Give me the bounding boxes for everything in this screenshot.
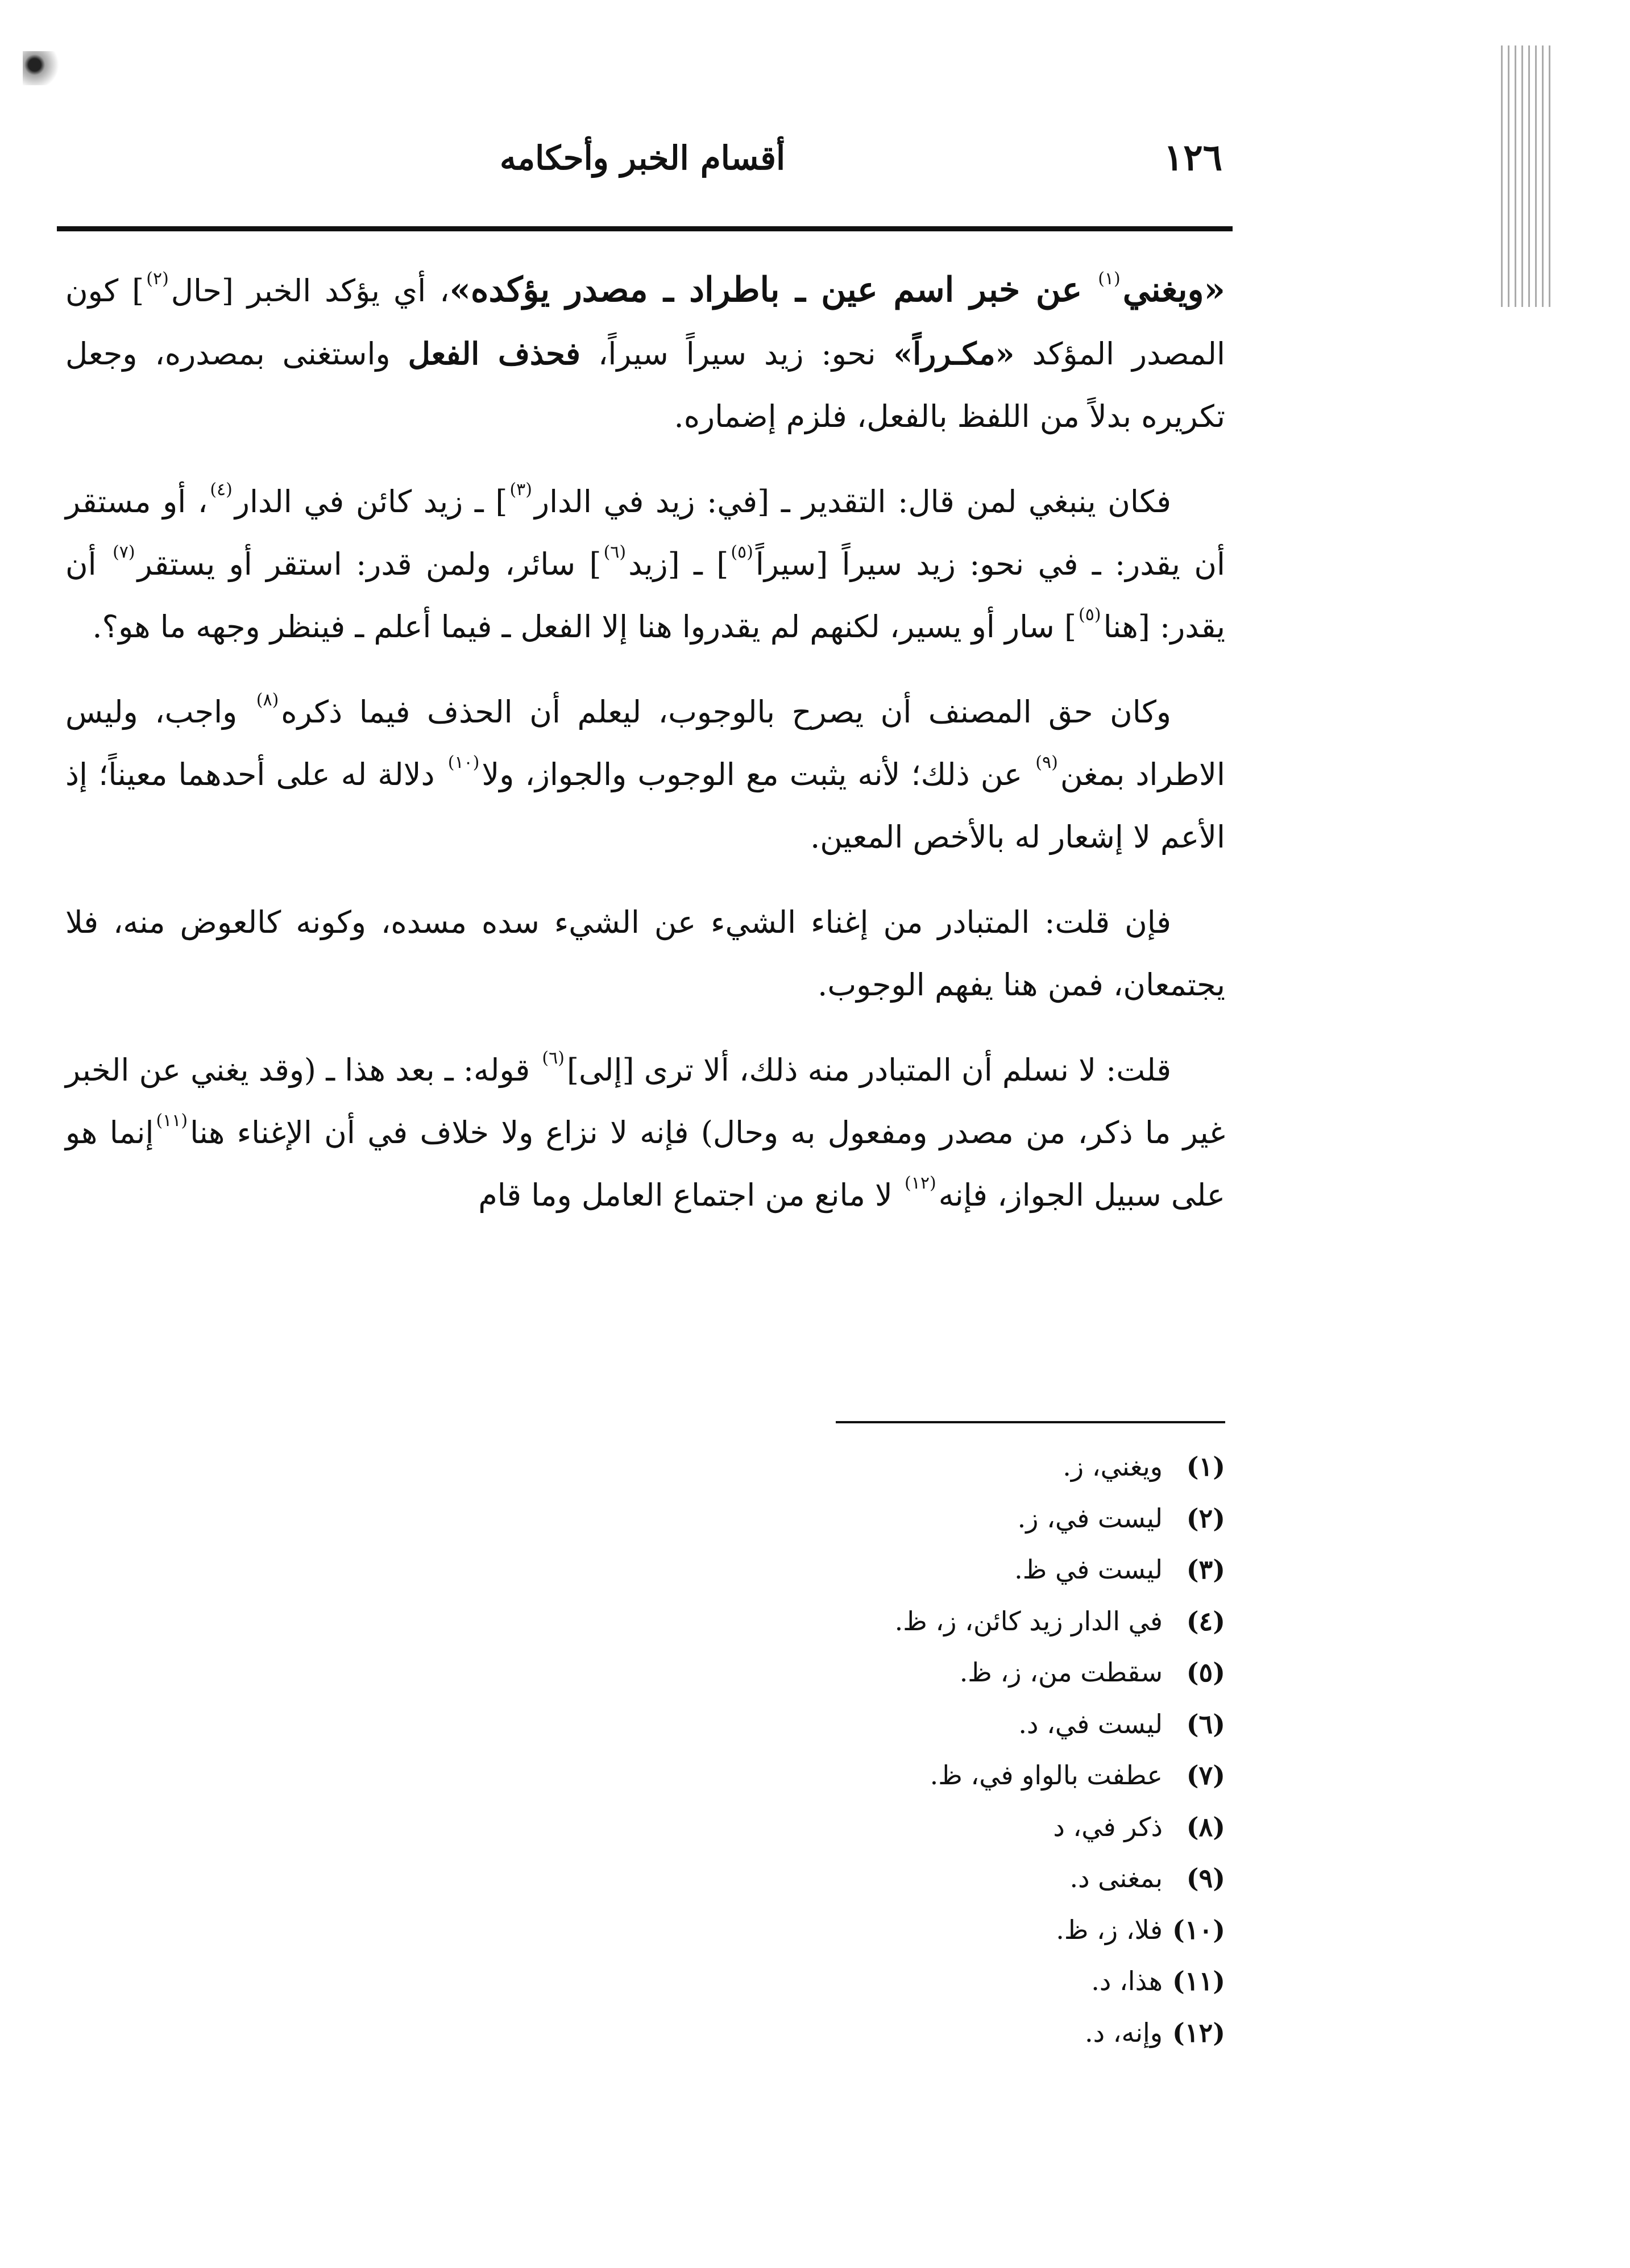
footnote-text: في الدار زيد كائن، ز، ظ. [894,1605,1163,1636]
footnote-text: ويغني، ز. [1063,1451,1163,1482]
paragraph-3 [65,681,1225,869]
footnotes [486,1441,1225,2058]
footnote-text: بمغنى د. [1069,1863,1163,1893]
scan-artifact-right-edge [1501,45,1552,307]
commentary-text: وكان حق المصنف أن يصرح بالوجوب، ليعلم أن الحذف فيما ذكره [281,694,1172,730]
footnote-text: سقطت من، ز، ظ. [959,1657,1163,1688]
commentary-text: فكان ينبغي لمن قال: التقدير ـ [في: زيد في الدار [534,484,1171,520]
quoted-text: «ويغني [1122,270,1225,310]
footnote-item [486,1493,1225,1544]
paragraph-2 [65,471,1225,658]
header-rule [57,226,1233,231]
footnote-number: (٨) [1186,1811,1225,1842]
footnote-item [486,1698,1225,1750]
commentary-text: ] ـ [زيد [628,546,729,582]
main-text [65,259,1225,1249]
commentary-text: ، أو مستقر أن يقدر: ـ في نحو: زيد سيراً [سيراً [65,484,1225,582]
footnote-number: (١٢) [1172,2017,1225,2048]
commentary-text: قلت: لا نسلم أن المتبادر منه ذلك، ألا ترى [إلى] [566,1052,1172,1088]
paragraph-4 [65,891,1225,1016]
footnote-number: (١) [1186,1451,1225,1482]
footnote-marker: (٦) [603,542,627,562]
footnote-number: (٢) [1186,1502,1225,1534]
footnote-marker: (٥) [1079,605,1101,625]
footnote-item [486,1596,1225,1647]
paragraph-5 [65,1039,1225,1227]
commentary-text: إنما هو على سبيل الجواز، فإنه [65,1115,1225,1213]
footnote-item [486,1801,1225,1853]
footnote-item [486,1904,1225,1956]
footnote-marker: (٩) [1035,753,1058,772]
commentary-text: قوله: ـ بعد هذا ـ (وقد يغني عن الخبر غير ما ذكر، من مصدر ومفعول به وحال) فإنه لا نزاع ولا خلاف في أن الإغناء هنا [65,1052,1226,1150]
commentary-text: أن يقدر: [هنا [65,546,1225,645]
footnote-number: (٤) [1186,1605,1225,1636]
footnote-marker: (٣) [509,480,532,500]
footnote-text: فلا، ز، ظ. [1056,1914,1163,1945]
quoted-text: «مكـرراً» [893,335,1015,372]
footnote-item [486,1544,1225,1596]
running-header [63,131,1222,193]
commentary-text: واجب، وليس الاطراد بمغن [65,694,1225,792]
commentary-text: واستغنى بمصدره، وجعل تكريره بدلاً من اللفظ بالفعل، فلزم إضماره. [65,336,1225,434]
footnote-number: (٦) [1186,1708,1225,1739]
paragraph-1 [65,259,1225,448]
footnote-marker: (١) [1098,269,1121,289]
running-title: أقسام الخبر وأحكامه [499,139,786,177]
commentary-text: ] سار أو يسير، لكنهم لم يقدروا هنا إلا الفعل ـ فيما أعلم ـ فينظر وجهه ما هو؟. [92,609,1077,645]
footnote-number: (٥) [1186,1657,1225,1688]
quoted-text: عن خبر اسم عين ـ باطراد ـ مصدر يؤكده» [449,270,1082,310]
footnote-text: وإنه، د. [1084,2017,1163,2048]
commentary-text: دلالة له على أحدهما معيناً؛ إذ الأعم لا إشعار له بالأخص المعين. [65,757,1225,855]
footnote-marker: (٢) [146,269,169,289]
footnote-text: هذا، د. [1091,1966,1163,1996]
commentary-text: عن ذلك؛ لأنه يثبت مع الوجوب والجواز، ولا [482,757,1023,792]
footnote-marker: (٨) [256,690,279,710]
footnote-marker: (١٠) [447,753,480,772]
footnote-marker: (٧) [113,542,135,562]
footnote-item [486,1647,1225,1698]
footnote-text: ليست في، د. [1018,1708,1163,1739]
footnote-text: ليست في، ز. [1017,1502,1163,1534]
footnote-item [486,1750,1225,1801]
footnote-item [486,1852,1225,1904]
commentary-text: ] ـ زيد كائن في الدار [234,484,508,520]
footnote-item [486,2007,1225,2059]
commentary-text: ، أي يؤكد الخبر [حال [171,273,450,309]
footnote-item [486,1441,1225,1493]
footnote-marker: (٤) [210,480,233,500]
footnote-marker: (١١) [156,1111,188,1131]
footnote-number: (٩) [1186,1863,1225,1893]
footnote-separator [836,1421,1225,1423]
commentary-text: ] كون المصدر المؤكد [65,273,1225,372]
commentary-text: لا مانع من اجتماع العامل وما قام [478,1177,893,1213]
footnote-number: (٣) [1186,1554,1225,1585]
commentary-text: نحو: زيد سيراً سيراً، [598,336,876,372]
footnote-number: (٧) [1186,1760,1225,1791]
footnote-text: ذكر في، د [1053,1811,1163,1842]
emphasis-text: فحذف الفعل [408,335,580,372]
footnote-number: (١٠) [1172,1914,1225,1945]
footnote-marker: (٦) [542,1048,565,1068]
scan-artifact-top-left [23,51,63,85]
footnote-marker: (٥) [731,542,753,562]
page-number: ١٢٦ [1163,136,1222,179]
footnote-item [486,1955,1225,2007]
footnote-text: ليست في ظ. [1014,1554,1163,1585]
footnote-number: (١١) [1172,1966,1225,1996]
footnote-marker: (١٢) [905,1173,936,1193]
commentary-text: فإن قلت: المتبادر من إغناء الشيء عن الشيء سده مسده، وكونه كالعوض منه، فلا يجتمعان، فمن هنا يفهم الوجوب. [65,904,1225,1003]
footnote-text: عطفت بالواو في، ظ. [930,1760,1163,1791]
commentary-text: ] سائر، ولمن قدر: استقر أو يستقر [137,546,602,582]
